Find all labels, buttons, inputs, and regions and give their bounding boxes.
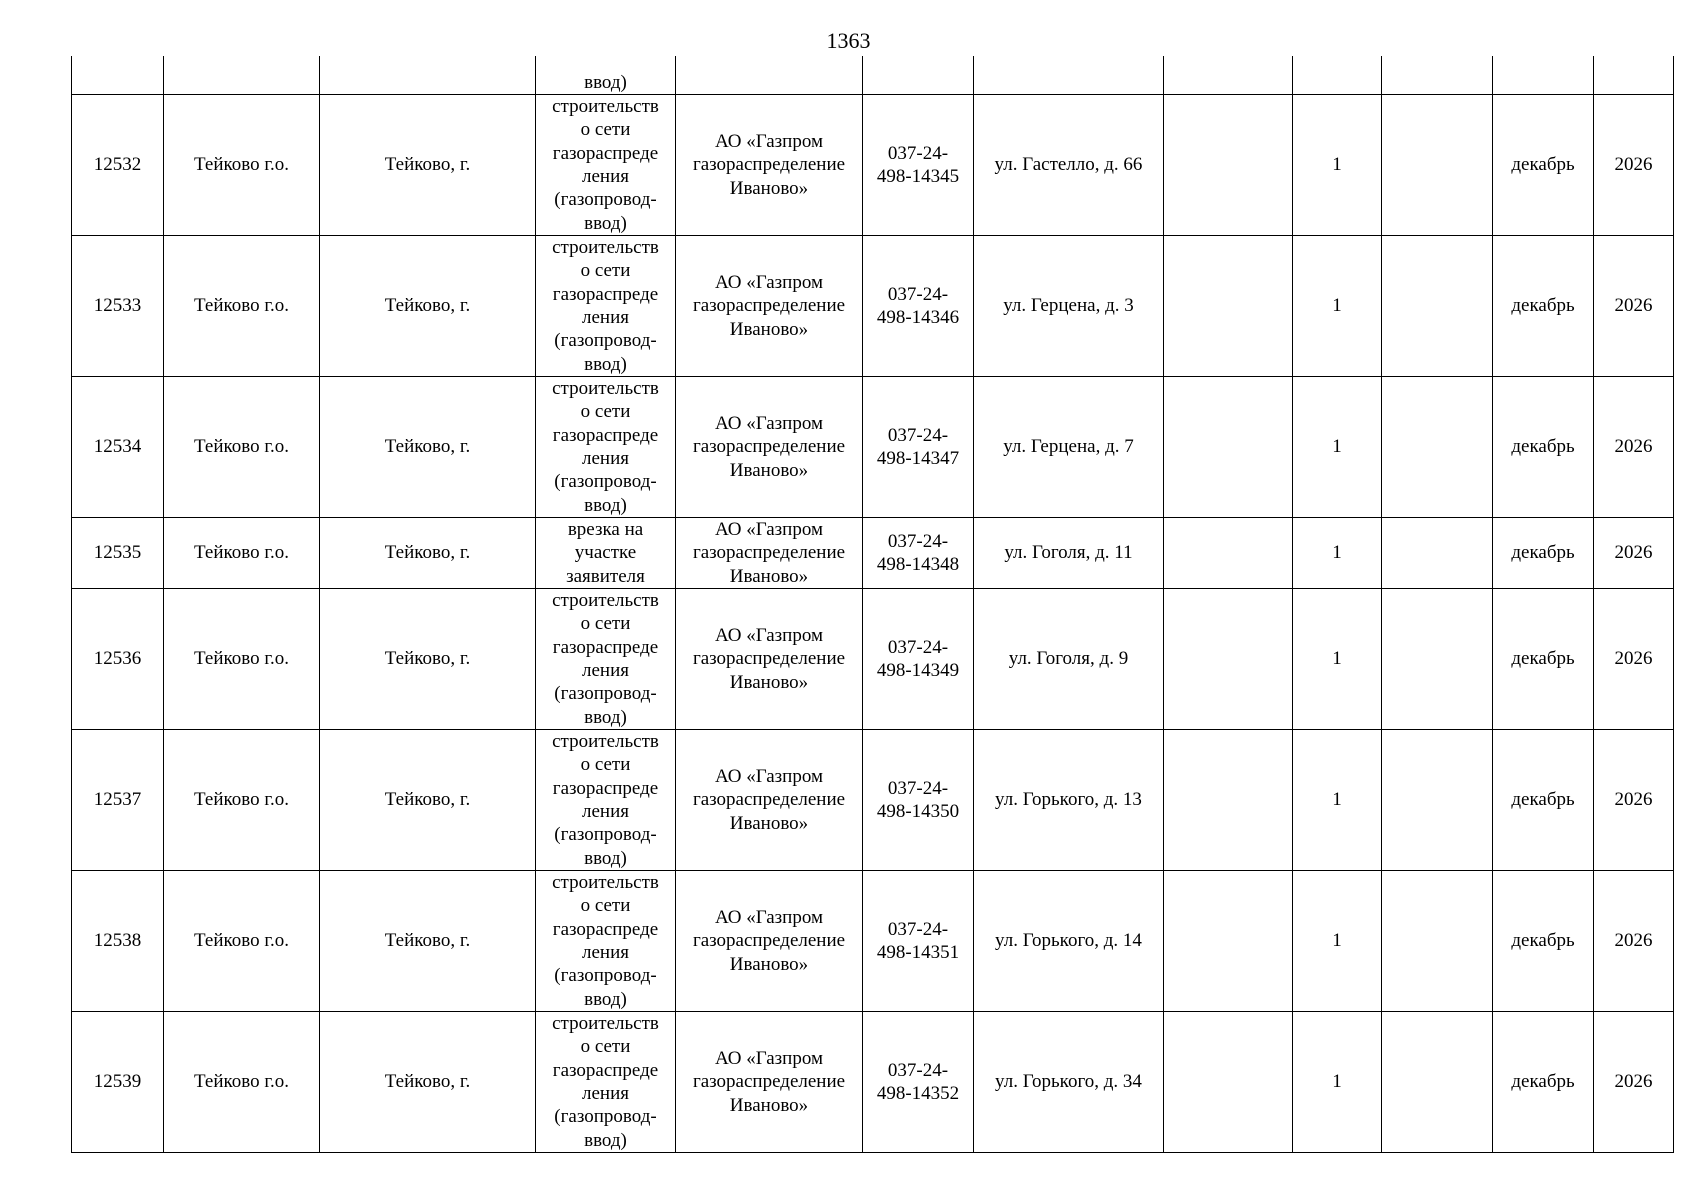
cell-work-type-line: строительств [552, 96, 659, 118]
cell-locality: Тейково, г. [320, 589, 536, 730]
cell-address: ул. Герцена, д. 3 [974, 236, 1164, 377]
registry-table [71, 56, 1674, 1153]
cell-address: ул. Гоголя, д. 9 [974, 589, 1164, 730]
cell-code-line: 037-24- [887, 283, 949, 305]
cell-code-line: 037-24- [887, 530, 949, 552]
cell-organization-line: газораспределение [692, 789, 846, 811]
cell-work-type-line: (газопровод- [554, 965, 657, 987]
cell-organization-line: АО «Газпром [714, 907, 824, 929]
cell-district: Тейково г.о. [164, 1012, 320, 1153]
cell-work-type-line: (газопровод- [554, 189, 657, 211]
cell-empty [1164, 95, 1293, 236]
cell-count: 1 [1293, 236, 1382, 377]
cell-organization [676, 1012, 863, 1153]
cell-work-type-line: ввод) [584, 353, 627, 375]
cell-work-type-line: газораспреде [552, 636, 659, 658]
cell-count: 1 [1293, 1012, 1382, 1153]
cell-organization-line: Иваново» [729, 318, 809, 340]
cell-code [863, 1012, 974, 1153]
cell-locality: Тейково, г. [320, 236, 536, 377]
cell-organization [676, 518, 863, 589]
cell-organization-line: АО «Газпром [714, 131, 824, 153]
table-row [72, 236, 1674, 377]
cell-code-line: 037-24- [887, 424, 949, 446]
cell-work-type-line: газораспреде [552, 424, 659, 446]
cell-month: декабрь [1493, 236, 1594, 377]
cell-code-line: 498-14346 [876, 307, 960, 328]
cell-month: декабрь [1493, 589, 1594, 730]
cell-work-type-line: строительств [552, 731, 659, 753]
cell-organization-line: Иваново» [729, 671, 809, 693]
cell-month: декабрь [1493, 95, 1594, 236]
cell-organization-line: газораспределение [692, 648, 846, 670]
cell-locality: Тейково, г. [320, 518, 536, 589]
cell-organization-line: АО «Газпром [714, 272, 824, 294]
cell-work-type-line: заявителя [566, 565, 645, 587]
cell-work-type-line: газораспреде [552, 283, 659, 305]
cell-year: 2026 [1594, 871, 1674, 1012]
cell-address: ул. Горького, д. 13 [974, 730, 1164, 871]
cell-number: 12539 [72, 1012, 164, 1153]
cell-district: Тейково г.о. [164, 871, 320, 1012]
cell-organization-line: Иваново» [729, 953, 809, 975]
cell-organization-line: Иваново» [729, 459, 809, 481]
cell-work-type-line: ввод) [584, 212, 627, 234]
cell-year: 2026 [1594, 730, 1674, 871]
cell-empty [1382, 589, 1493, 730]
cell-work-type [536, 95, 676, 236]
cell-number: 12538 [72, 871, 164, 1012]
cell-organization-line: АО «Газпром [714, 1048, 824, 1070]
cell-month: декабрь [1493, 730, 1594, 871]
cell-year: 2026 [1594, 518, 1674, 589]
page-number: 1363 [826, 28, 871, 53]
cell-empty [1164, 871, 1293, 1012]
cell-count: 1 [1293, 589, 1382, 730]
cell-work-type-line: газораспреде [552, 142, 659, 164]
cell-code [863, 518, 974, 589]
cell-organization [676, 589, 863, 730]
cell-district: Тейково г.о. [164, 518, 320, 589]
cell-work-type [536, 518, 676, 589]
cell-number: 12537 [72, 730, 164, 871]
cell-work-type-line: газораспреде [552, 918, 659, 940]
table-row [72, 518, 1674, 589]
table-row [72, 95, 1674, 236]
cell-empty [1164, 1012, 1293, 1153]
cell-organization-line: газораспределение [692, 436, 846, 458]
cell-work-type: ввод) [536, 56, 676, 95]
cell-work-type [536, 377, 676, 518]
cell-district: Тейково г.о. [164, 730, 320, 871]
cell-code [863, 730, 974, 871]
cell-work-type-line: ввод) [584, 494, 627, 516]
cell-number: 12532 [72, 95, 164, 236]
cell-address: ул. Гоголя, д. 11 [974, 518, 1164, 589]
cell-work-type-line: о сети [580, 119, 631, 141]
table-row [72, 589, 1674, 730]
cell-work-type-line: строительств [552, 1013, 659, 1035]
cell-code-line: 498-14347 [876, 448, 960, 469]
cell-district: Тейково г.о. [164, 589, 320, 730]
cell-empty [1382, 730, 1493, 871]
cell-code-line: 498-14352 [876, 1083, 960, 1104]
cell-empty [1382, 871, 1493, 1012]
cell-number: 12535 [72, 518, 164, 589]
cell-code-line: 037-24- [887, 142, 949, 164]
cell-organization-line: газораспределение [692, 542, 846, 564]
cell-code-line: 498-14345 [876, 166, 960, 187]
cell-year: 2026 [1594, 95, 1674, 236]
cell-organization [676, 236, 863, 377]
cell-address: ул. Горького, д. 14 [974, 871, 1164, 1012]
cell-work-type-line: о сети [580, 401, 631, 423]
cell-organization-line: АО «Газпром [714, 413, 824, 435]
cell-year: 2026 [1594, 236, 1674, 377]
cell-empty [1164, 730, 1293, 871]
cell-month: декабрь [1493, 871, 1594, 1012]
cell-organization-line: газораспределение [692, 295, 846, 317]
cell-organization-line: Иваново» [729, 812, 809, 834]
cell-work-type-line: (газопровод- [554, 1106, 657, 1128]
cell-work-type-line: строительств [552, 378, 659, 400]
cell-work-type-line: газораспреде [552, 777, 659, 799]
cell-organization-line: Иваново» [729, 565, 809, 587]
cell-organization-line: АО «Газпром [714, 519, 824, 541]
cell-number: 12534 [72, 377, 164, 518]
cell-count: 1 [1293, 95, 1382, 236]
cell-year: 2026 [1594, 1012, 1674, 1153]
cell-empty [1164, 236, 1293, 377]
cell-empty [1382, 236, 1493, 377]
cell-empty [1164, 518, 1293, 589]
table-row [72, 871, 1674, 1012]
cell-month: декабрь [1493, 377, 1594, 518]
cell-code-line: 498-14349 [876, 660, 960, 681]
cell-locality: Тейково, г. [320, 377, 536, 518]
table-row [72, 1012, 1674, 1153]
cell-district: Тейково г.о. [164, 95, 320, 236]
cell-work-type-line: ления [582, 801, 629, 822]
cell-year: 2026 [1594, 377, 1674, 518]
cell-code-line: 037-24- [887, 777, 949, 799]
cell-district: Тейково г.о. [164, 236, 320, 377]
cell-work-type-line: ввод) [584, 847, 627, 869]
cell-empty [1164, 589, 1293, 730]
cell-locality: Тейково, г. [320, 95, 536, 236]
cell-work-type [536, 730, 676, 871]
cell-number: 12536 [72, 589, 164, 730]
cell-organization-line: АО «Газпром [714, 766, 824, 788]
cell-count: 1 [1293, 730, 1382, 871]
cell-work-type-line: газораспреде [552, 1059, 659, 1081]
cell-work-type-line: участке [574, 542, 637, 564]
cell-empty [1382, 377, 1493, 518]
cell-work-type-line: ввод) [584, 706, 627, 728]
cell-work-type-line: о сети [580, 613, 631, 635]
cell-work-type-line: ления [582, 166, 629, 187]
cell-code [863, 589, 974, 730]
cell-year: 2026 [1594, 589, 1674, 730]
cell-work-type-line: о сети [580, 895, 631, 917]
continued-row [72, 56, 1674, 95]
cell-code-line: 037-24- [887, 636, 949, 658]
cell-organization-line: АО «Газпром [714, 625, 824, 647]
cell-work-type-line: строительств [552, 590, 659, 612]
cell-code-line: 498-14348 [876, 554, 960, 575]
cell-empty [1382, 95, 1493, 236]
cell-organization-line: Иваново» [729, 1094, 809, 1116]
cell-empty [1382, 518, 1493, 589]
cell-locality: Тейково, г. [320, 1012, 536, 1153]
cell-work-type-line: ления [582, 1083, 629, 1104]
cell-work-type-line: (газопровод- [554, 471, 657, 493]
cell-code [863, 95, 974, 236]
cell-work-type-line: ления [582, 307, 629, 328]
cell-district: Тейково г.о. [164, 377, 320, 518]
cell-work-type-line: о сети [580, 1036, 631, 1058]
cell-work-type [536, 236, 676, 377]
cell-organization [676, 95, 863, 236]
cell-code [863, 236, 974, 377]
cell-organization-line: газораспределение [692, 930, 846, 952]
cell-code-line: 037-24- [887, 1059, 949, 1081]
cell-address: ул. Гастелло, д. 66 [974, 95, 1164, 236]
cell-address: ул. Горького, д. 34 [974, 1012, 1164, 1153]
cell-work-type-line: строительств [552, 237, 659, 259]
cell-work-type-line: строительств [552, 872, 659, 894]
table-row [72, 377, 1674, 518]
cell-number: 12533 [72, 236, 164, 377]
cell-empty [1382, 1012, 1493, 1153]
cell-empty [1164, 377, 1293, 518]
cell-organization [676, 730, 863, 871]
cell-address: ул. Герцена, д. 7 [974, 377, 1164, 518]
cell-work-type-line: (газопровод- [554, 683, 657, 705]
cell-code [863, 871, 974, 1012]
cell-work-type [536, 589, 676, 730]
cell-organization [676, 871, 863, 1012]
cell-work-type-line: ления [582, 448, 629, 469]
cell-organization-line: газораспределение [692, 154, 846, 176]
table-row [72, 730, 1674, 871]
cell-locality: Тейково, г. [320, 871, 536, 1012]
cell-work-type-line: о сети [580, 754, 631, 776]
cell-organization-line: Иваново» [729, 177, 809, 199]
cell-count: 1 [1293, 518, 1382, 589]
cell-work-type [536, 871, 676, 1012]
cell-count: 1 [1293, 871, 1382, 1012]
cell-work-type-line: (газопровод- [554, 824, 657, 846]
cell-work-type-line: ввод) [584, 1129, 627, 1151]
cell-count: 1 [1293, 377, 1382, 518]
cell-month: декабрь [1493, 518, 1594, 589]
cell-month: декабрь [1493, 1012, 1594, 1153]
cell-code-line: 498-14351 [876, 942, 960, 963]
cell-organization-line: газораспределение [692, 1071, 846, 1093]
cell-work-type-line: ввод) [584, 988, 627, 1010]
cell-code-line: 498-14350 [876, 801, 960, 822]
cell-locality: Тейково, г. [320, 730, 536, 871]
cell-code-line: 037-24- [887, 918, 949, 940]
cell-organization [676, 377, 863, 518]
cell-work-type-line: ления [582, 660, 629, 681]
cell-code [863, 377, 974, 518]
cell-work-type-line: ления [582, 942, 629, 963]
cell-work-type-line: врезка на [567, 519, 644, 541]
cell-work-type-line: о сети [580, 260, 631, 282]
cell-work-type-line: (газопровод- [554, 330, 657, 352]
cell-work-type [536, 1012, 676, 1153]
